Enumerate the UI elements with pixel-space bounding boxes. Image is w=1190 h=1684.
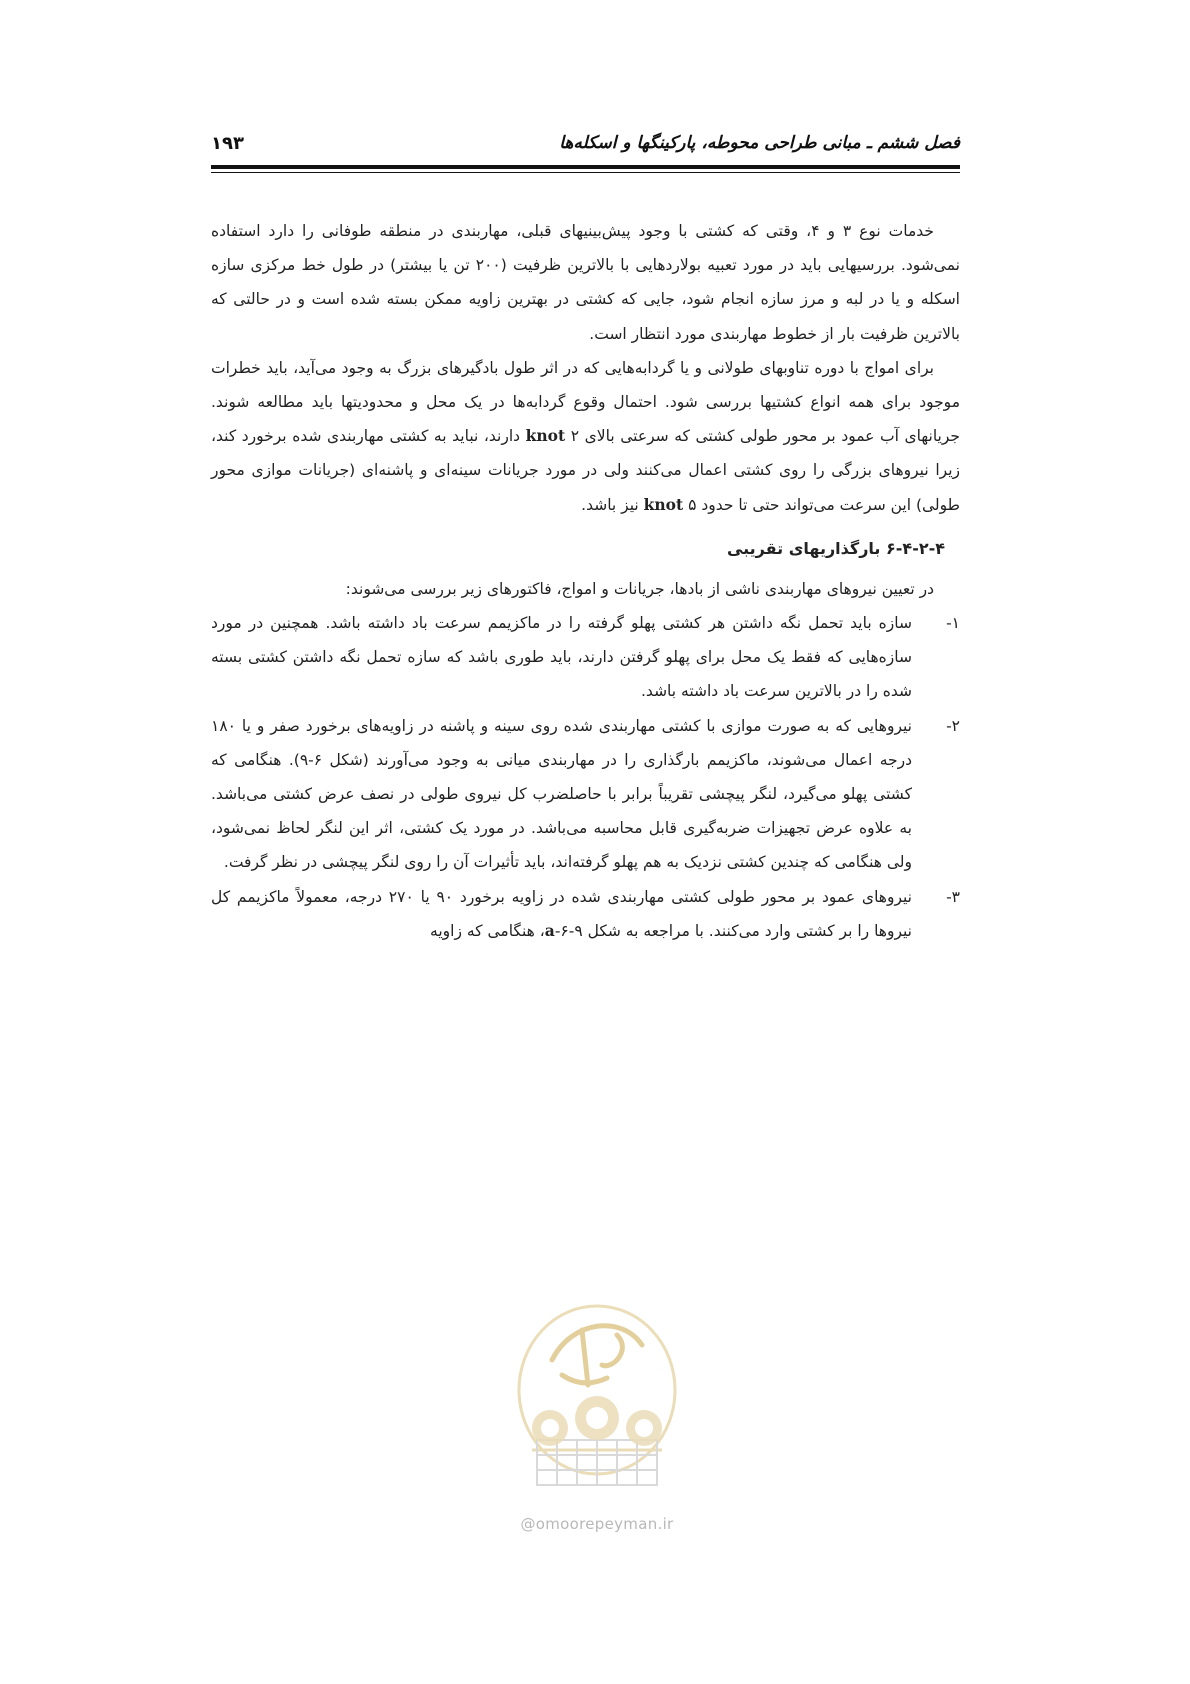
paragraph-2-part-b: ۲ دارند، نباید به کشتی مهاربندی شده برخورد کند، زیرا نیروهای بزرگی را روی کشتی اعمال می‌کنند ولی در مورد جریانات سینه‌ای و پاشنه‌ای (جریانات موازی محور طولی) این سرعت می‌تواند حتی تا حدود <box>211 427 960 514</box>
paragraph-2-part-a: برای امواج با دوره تناوبهای طولانی و یا گردابه‌هایی که در اثر طول بادگیرهای بزرگ به وجود می‌آید، باید خطرات موجود برای همه انواع کشتیها بررسی شود. احتمال وقوع گردابه‌ها در یک محل و محدودیتها باید مطالعه شوند. جریانهای آب عمود بر محور طولی کشتی که سرعتی بالای <box>211 358 960 446</box>
intro-paragraph: در تعیین نیروهای مهاربندی ناشی از بادها، جریانات و امواج، فاکتورهای زیر بررسی می‌شوند: <box>345 579 934 598</box>
figure-letter: a <box>544 920 555 940</box>
paragraph-2 <box>211 351 960 522</box>
list-item <box>211 606 960 709</box>
list-item <box>211 709 960 880</box>
page-header <box>211 128 960 158</box>
list-item-text: نیروهایی که به صورت موازی با کشتی مهاربندی شده روی سینه و پاشنه در زاویه‌های برخورد صفر و یا ۱۸۰ درجه اعمال می‌شوند، ماکزیمم بارگذاری را در مهاربندی میانی به وجود می‌آورند (شکل ۶-۹). هنگامی که کشتی پهلو می‌گیرد، لنگر پیچشی تقریباً برابر با حاصلضرب کل نیروی طولی در نصف عرض کشتی می‌باشد. به علاوه عرض تجهیزات ضربه‌گیری قابل محاسبه می‌باشد. در مورد یک کشتی، اثر این لنگر لحاظ نمی‌شود، ولی هنگامی که چندین کشتی نزدیک به هم پهلو گرفته‌اند، باید تأثیرات آن را روی لنگر پیچشی در نظر گرفت. <box>211 716 913 872</box>
list-marker: ۳- <box>946 887 960 906</box>
watermark-url: @omoorepeyman.ir <box>520 1515 674 1533</box>
body-text <box>211 214 960 948</box>
page-number: ۱۹۳ <box>211 132 244 154</box>
watermark-logo-icon <box>492 1290 702 1500</box>
knot-unit: knot <box>525 426 566 446</box>
paragraph-2-part-c: ۵ نیز باشد. <box>581 495 697 514</box>
paragraph-1: خدمات نوع ۳ و ۴، وقتی که کشتی با وجود پیش‌بینیهای قبلی، مهاربندی در منطقه طوفانی را دارد استفاده نمی‌شود. بررسیهایی باید در مورد تعبیه بولاردهایی با بالاترین ظرفیت (۲۰۰ تن یا بیشتر) در طول خط مرکزی سازه اسکله و یا در لبه و مرز سازه انجام شود، جایی که کشتی در بهترین زاویه ممکن بسته شده است و در حالتی که بالاترین ظرفیت بار از خطوط مهاربندی مورد انتظار است. <box>211 222 960 343</box>
section-heading: ۶-۴-۲-۴ بارگذاریهای تقریبی <box>726 538 945 558</box>
list-item-text: سازه باید تحمل نگه داشتن هر کشتی پهلو گرفته را در ماکزیمم سرعت باد داشته باشد. همچنین در مورد سازه‌هایی که فقط یک محل برای پهلو گرفتن دارند، باید طوری باشد که سازه تحمل نگه داشتن کشتی بسته شده را در بالاترین سرعت باد داشته باشد. <box>211 614 912 701</box>
list-marker: ۱- <box>946 614 960 633</box>
list-marker: ۲- <box>946 716 960 735</box>
list-item-text-b: -۶-۹، هنگامی که زاویه <box>430 921 583 940</box>
header-rule-thin <box>211 172 960 173</box>
header-rule-thick <box>211 165 960 169</box>
chapter-title: فصل ششم ـ مبانی طراحی محوطه، پارکینگها و اسکله‌ها <box>559 133 960 153</box>
list-item <box>211 880 960 948</box>
numbered-list <box>211 606 960 948</box>
knot-unit: knot <box>643 494 684 514</box>
list-item-text-a: نیروهای عمود بر محور طولی کشتی مهاربندی شده در زاویه برخورد ۹۰ یا ۲۷۰ درجه، معمولاً ماکزیمم کل نیروها را بر کشتی وارد می‌کنند. با مراجعه به شکل <box>211 887 912 940</box>
